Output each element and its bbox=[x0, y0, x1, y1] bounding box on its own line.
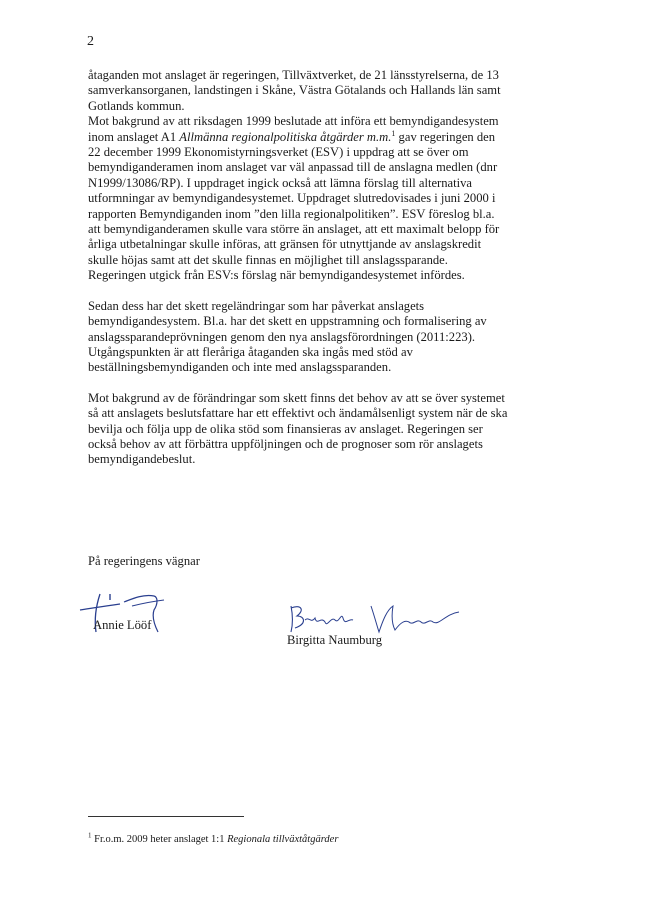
footnote-text: Fr.o.m. 2009 heter anslaget 1:1 bbox=[91, 834, 228, 845]
signoff: På regeringens vägnar bbox=[88, 554, 200, 568]
paragraph-3: Mot bakgrund av de förändringar som skett finns det behov av att se över systemet så att anslagets beslutsfattare har ett effektivt och ändamålsenligt system när de ska bevilja och följa upp de olika stöd som finansieras av anslaget. Regeringen ser också behov av att förbättra uppföljningen och de prognoser som rör anslagets bemyndigandebeslut. bbox=[88, 390, 508, 467]
footnote bbox=[88, 831, 339, 845]
footnote-ref: 1 bbox=[391, 128, 396, 138]
signature-birgitta-naumburg bbox=[283, 598, 473, 638]
paragraph-1b bbox=[88, 114, 508, 283]
signatory-annie-loof: Annie Lööf bbox=[93, 618, 152, 632]
paragraph-1c-text: gav regeringen den 22 december 1999 Ekonomistyrningsverket (ESV) i uppdrag att se över om bemyndiganderamen inom anslaget var väl anpassad till de anslagna medlen (dnr N1999/13086/RP). I uppdraget ingick också att lämna förslag till alternativa utformningar av bemyndigandesystemet. Uppdraget slutredovisades i juni 2000 i rapporten Bemyndiganden inom ”den lilla regionalpolitiken”. ESV föreslog bl.a. att bemyndiganderamen skulle vara större än anslaget, att ett maximalt belopp för årliga utbetalningar skulle införas, att gränsen för utnyttjande av anslagskredit skulle höjas samt att det skulle finnas en möjlighet till anslagssparande. Regeringen utgick från ESV:s förslag när bemyndigandesystemet infördes. bbox=[88, 129, 500, 283]
page-number: 2 bbox=[87, 34, 94, 49]
appropriation-name: Allmänna regionalpolitiska åtgärder m.m. bbox=[179, 129, 392, 144]
footnote-marker: 1 bbox=[88, 831, 92, 840]
paragraph-2: Sedan dess har det skett regeländringar som har påverkat anslagets bemyndigandesystem. Bl.a. har det skett en uppstramning och formalisering av anslagssparandeprövningen genom den nya anslagsförordningen (2011:223). Utgångspunkten är att fleråriga åtaganden ska ingås med stöd av beställningsbemyndiganden och inte med anslagssparanden. bbox=[88, 298, 487, 375]
footnote-rule bbox=[88, 816, 244, 817]
paragraph-1a: åtaganden mot anslaget är regeringen, Tillväxtverket, de 21 länsstyrelserna, de 13 samverkansorganen, landstingen i Skåne, Västra Götalands och Hallands län samt Gotlands kommun. bbox=[88, 68, 501, 113]
document-body bbox=[88, 68, 508, 468]
signatory-birgitta-naumburg: Birgitta Naumburg bbox=[287, 633, 383, 647]
footnote-italic: Regionala tillväxtåtgärder bbox=[227, 834, 339, 845]
paragraph-1b-text: Mot bakgrund av att riksdagen 1999 beslutade att införa ett bemyndigandesystem inom anslaget A1 bbox=[88, 114, 499, 144]
